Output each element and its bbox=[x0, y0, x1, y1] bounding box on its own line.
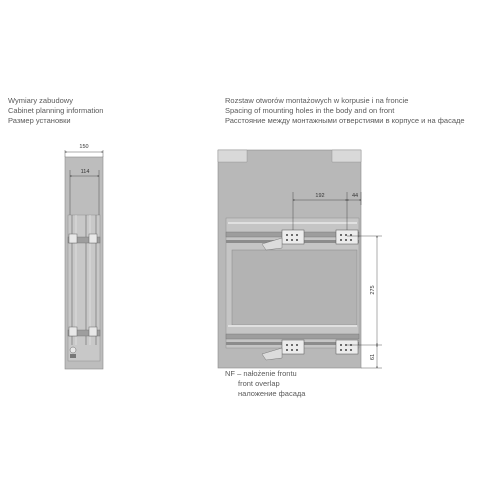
right-caption-en: Spacing of mounting holes in the body and on front bbox=[225, 106, 395, 115]
cabinet-front-view bbox=[218, 150, 361, 368]
nf-caption-ru: наложение фасада bbox=[238, 389, 306, 398]
left-caption-ru: Размер установки bbox=[8, 116, 71, 125]
label-61: 61 bbox=[370, 353, 376, 361]
cabinet-side-view bbox=[65, 157, 103, 369]
dimension-cabinet-width bbox=[65, 144, 103, 157]
dimension-bottom-offset bbox=[361, 345, 382, 368]
label-114: 114 bbox=[80, 169, 90, 175]
label-275: 275 bbox=[370, 285, 376, 295]
left-caption-pl: Wymiary zabudowy bbox=[8, 96, 73, 105]
left-caption-en: Cabinet planning information bbox=[8, 106, 104, 115]
label-150: 150 bbox=[79, 144, 89, 150]
label-44: 44 bbox=[351, 193, 359, 199]
nf-caption-pl: NF – nałożenie frontu bbox=[225, 369, 297, 378]
right-caption-pl: Rozstaw otworów montażowych w korpusie i na froncie bbox=[225, 96, 409, 105]
label-192: 192 bbox=[315, 193, 325, 199]
nf-caption-en: front overlap bbox=[238, 379, 280, 388]
right-caption-ru: Расстояние между монтажными отверстиями в корпусе и на фасаде bbox=[225, 116, 465, 125]
